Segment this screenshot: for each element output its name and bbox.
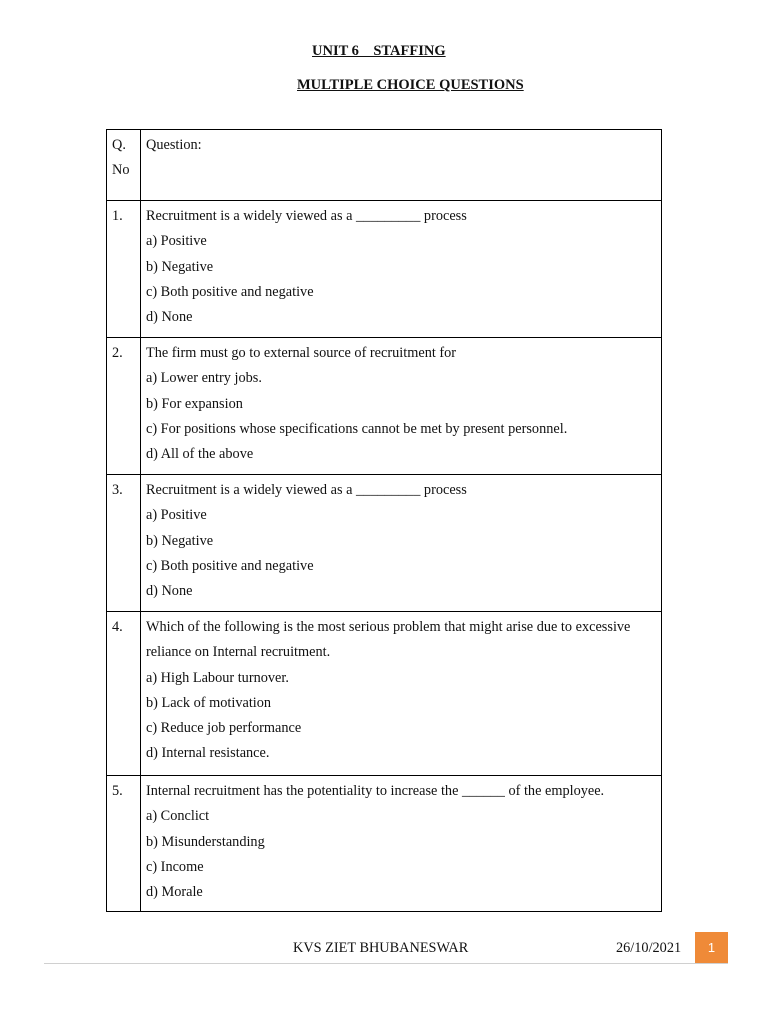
option-d: d) Morale	[146, 884, 203, 901]
question-text: Which of the following is the most serious problem that might arise due to excessive reliance on Internal recruitment.	[146, 619, 631, 661]
question-number: 4.	[107, 612, 141, 776]
option-d: d) All of the above	[146, 446, 254, 463]
option-d: d) Internal resistance.	[146, 745, 270, 762]
question-cell	[141, 338, 662, 475]
table-header-row	[107, 130, 662, 201]
footer-organization: KVS ZIET BHUBANESWAR	[293, 940, 469, 956]
question-cell	[141, 612, 662, 776]
footer-divider	[44, 963, 728, 964]
option-b: b) Lack of motivation	[146, 694, 272, 711]
option-a: a) Lower entry jobs.	[146, 370, 262, 387]
page-number-badge: 1	[695, 932, 728, 963]
option-a: a) Conclict	[146, 808, 210, 825]
question-text: The firm must go to external source of recruitment for	[146, 345, 457, 361]
question-text: Internal recruitment has the potentiality to increase the ______ of the employee.	[146, 783, 605, 799]
table-row	[107, 612, 662, 776]
column-header-question: Question:	[141, 130, 662, 201]
footer-date: 26/10/2021	[616, 940, 682, 956]
option-a: a) High Labour turnover.	[146, 669, 289, 686]
column-header-no: Q. No	[107, 130, 141, 201]
question-text: Recruitment is a widely viewed as a _________ process	[146, 482, 467, 498]
table-row	[107, 201, 662, 338]
option-c: c) Reduce job performance	[146, 720, 302, 737]
question-cell	[141, 475, 662, 612]
unit-title: UNIT 6 STAFFING	[312, 43, 446, 59]
option-c: c) For positions whose specifications cannot be met by present personnel.	[146, 420, 568, 437]
question-number: 1.	[107, 201, 141, 338]
table-row	[107, 475, 662, 612]
option-b: b) For expansion	[146, 395, 243, 412]
question-number: 3.	[107, 475, 141, 612]
option-a: a) Positive	[146, 507, 207, 524]
option-b: b) Misunderstanding	[146, 833, 265, 850]
table-row	[107, 338, 662, 475]
question-cell	[141, 776, 662, 912]
question-text: Recruitment is a widely viewed as a _________ process	[146, 208, 467, 224]
option-c: c) Both positive and negative	[146, 557, 314, 574]
section-title: MULTIPLE CHOICE QUESTIONS	[297, 77, 524, 93]
option-d: d) None	[146, 583, 193, 600]
mcq-table	[106, 129, 662, 912]
option-b: b) Negative	[146, 532, 214, 549]
option-c: c) Income	[146, 858, 204, 875]
option-d: d) None	[146, 309, 193, 326]
question-cell	[141, 201, 662, 338]
table-row	[107, 776, 662, 912]
option-c: c) Both positive and negative	[146, 283, 314, 300]
option-a: a) Positive	[146, 233, 207, 250]
question-number: 5.	[107, 776, 141, 912]
question-number: 2.	[107, 338, 141, 475]
option-b: b) Negative	[146, 258, 214, 275]
